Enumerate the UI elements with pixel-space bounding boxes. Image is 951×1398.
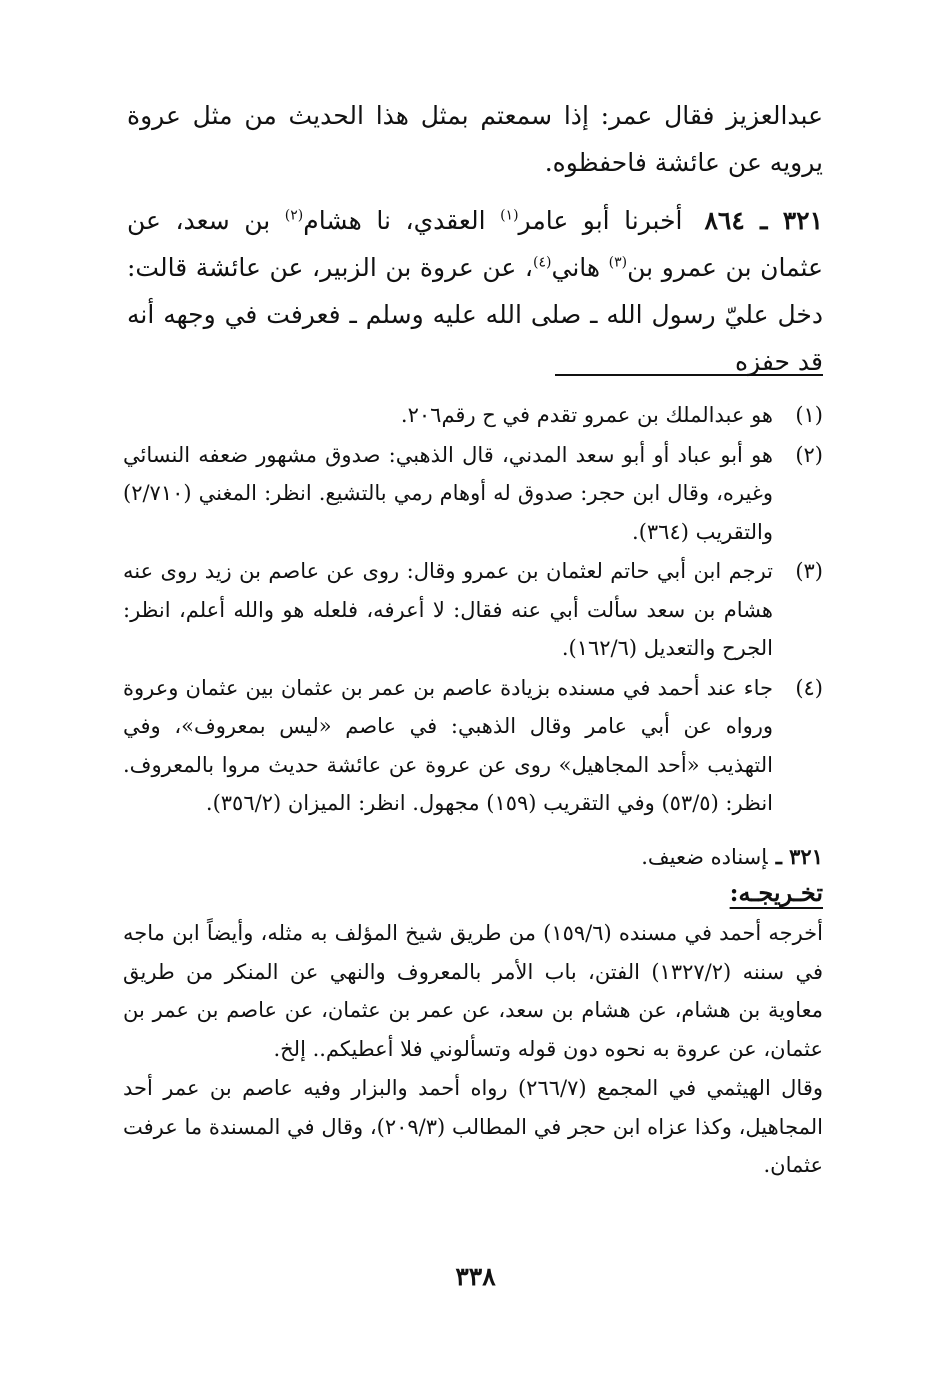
footnote	[123, 436, 823, 552]
hadith-number: ٣٢١ ـ ٨٦٤	[704, 206, 824, 235]
footnote	[123, 396, 823, 435]
takhrij-heading	[730, 874, 823, 912]
hadith-text-segment: أخبرنا أبو عامر	[518, 206, 683, 235]
footnote-ref: (٢)	[284, 207, 304, 224]
hadith-text-segment: هاني	[551, 253, 609, 282]
page-number: ٣٣٨	[455, 1262, 496, 1291]
footnote-ref: (٣)	[608, 254, 628, 271]
footnote-separator	[555, 374, 823, 376]
footnote-text: هو أبو عباد أو أبو سعد المدني، قال الذهبي: صدوق مشهور ضعفه النسائي وغيره، وقال ابن حجر: صدوق له أوهام رمي بالتشيع. انظر: المغني (٢/٧١٠) والتقريب (٣٦٤).	[123, 442, 773, 544]
footnote-number: (١)	[795, 403, 823, 427]
footnote-ref: (١)	[500, 207, 519, 224]
isnad-grading	[123, 838, 823, 876]
takhrij-section	[123, 914, 823, 1186]
footnotes	[123, 396, 823, 824]
footnote	[123, 552, 823, 668]
main-text	[127, 92, 823, 396]
grading-text: إسناده ضعيف.	[641, 845, 768, 869]
main-paragraph-1: عبدالعزيز فقال عمر: إذا سمعتم بمثل هذا الحديث من مثل عروة يرويه عن عائشة فاحفظوه.	[127, 101, 823, 177]
footnote-text: جاء عند أحمد في مسنده بزيادة عاصم بن عمر بن عثمان بين عثمان وعروة ورواه عن أبي عامر وقال الذهبي: في عاصم «ليس بمعروف»، وفي التهذيب «أحد المجاهيل» روى عن عروة عن عائشة حديث مروا بالمعروف. انظر: (٥٣/٥) وفي التقريب (١٥٩) مجهول. انظر: الميزان (٣٥٦/٢).	[123, 675, 773, 815]
takhrij-paragraph-1: أخرجه أحمد في مسنده (١٥٩/٦) من طريق شيخ المؤلف به مثله، وأيضاً ابن ماجه في سننه (١٣٢٧/٢) الفتن، باب الأمر بالمعروف والنهي عن المنكر من طريق معاوية بن هشام، عن هشام بن سعد، عن عمر بن عثمان، عن عاصم بن عمر بن عثمان، عن عروة به نحوه دون قوله وتسألوني فلا أعطيكم.. إلخ.	[123, 921, 824, 1061]
footnote-number: (٢)	[795, 442, 823, 467]
footnote-text: ترجم ابن أبي حاتم لعثمان بن عمرو وقال: روى عن عاصم بن زيد روى عنه هشام بن سعد سألت أبي عنه فقال: لا أعرفه، فلعله هو والله أعلم، انظر: الجرح والتعديل (١٦٢/٦).	[123, 559, 773, 660]
footnote-text: هو عبدالملك بن عمرو تقدم في ح رقم٢٠٦.	[400, 403, 773, 427]
hadith-text-segment: ، عن عروة بن الزبير، عن عائشة قالت: دخل عليّ رسول الله ـ صلى الله عليه وسلم ـ فعرفت في وجهه أنه قد حفزه	[127, 253, 823, 376]
footnote-ref: (٤)	[533, 254, 552, 271]
footnote	[123, 669, 823, 823]
hadith-paragraph	[127, 197, 823, 385]
takhrij-heading-text: تخـريجـه:	[729, 878, 823, 907]
takhrij-paragraph-2: وقال الهيثمي في المجمع (٢٦٦/٧) رواه أحمد والبزار وفيه عاصم بن عمر أحد المجاهيل، وكذا عزاه ابن حجر في المطالب (٢٠٩/٣)، وقال في المسندة ما عرفت عثمان.	[123, 1076, 824, 1177]
hadith-text-segment: العقدي، نا هشام	[303, 206, 501, 235]
grading-number: ٣٢١ ـ	[775, 844, 823, 869]
hadith-text-segment: بن سعد، عن عثمان بن عمرو بن	[127, 206, 823, 282]
footnote-number: (٣)	[795, 559, 823, 583]
footnote-number: (٤)	[795, 675, 823, 700]
